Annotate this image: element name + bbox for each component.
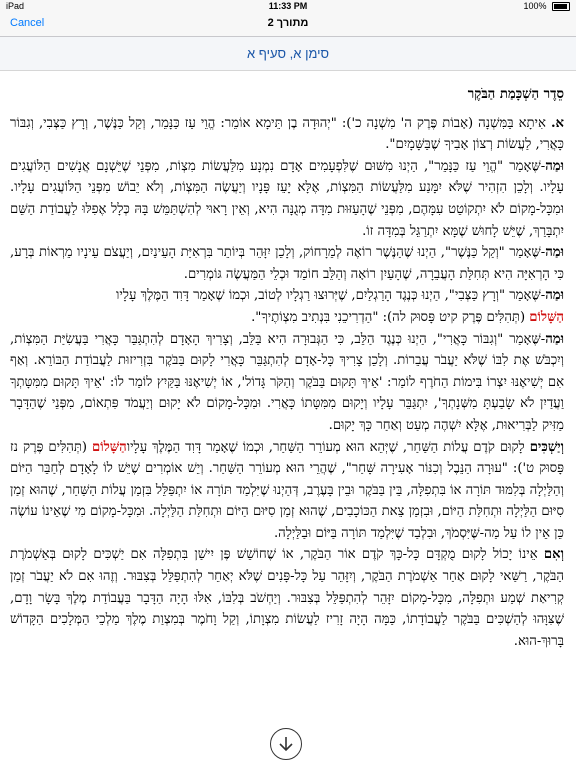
paragraph-1 bbox=[10, 113, 564, 156]
paragraph-text: אִיתָא בַּמִּשְׁנָה (אָבוֹת פֶּרֶק ה' מִשְׁנָה כ'): "יְהוּדָה בֶן תֵּימָא אוֹמֵר: הֱוֵי עַז כַּנָּמֵר, וְקַל כַּנֶּשֶׁר, וְרָץ כַּצְּבִי, וְגִבּוֹר כָּאֲרִי, לַעֲשׂוֹת רְצוֹן אָבִיךָ שֶׁבַּשָּׁמָיִם". bbox=[10, 115, 564, 153]
content-heading: סֵדֶר הַשְׁכָּמַת הַבֹּקֶר bbox=[467, 87, 564, 102]
paragraph-2 bbox=[10, 156, 564, 242]
paragraph-7 bbox=[10, 544, 564, 652]
cancel-button[interactable]: Cancel bbox=[10, 17, 45, 29]
text-content[interactable] bbox=[10, 84, 564, 726]
status-time: 11:33 PM bbox=[268, 1, 308, 11]
nav-title: מתורך 2 bbox=[267, 17, 309, 29]
paragraph-text: (תְּהִלִּים פֶּרֶק קיט פָּסוּק לה): "הַדְרִיכֵנִי בִּנְתִיב מִצְוֹתֶיךָ". bbox=[251, 309, 530, 325]
paragraph-text: -שֶּׁאָמַר "הֱוֵי עַז כַּנָּמֵר", הַיְנוּ מִשּׁוּם שֶׁלִּפְעָמִים אָדָם נִמְנָע מִלַּעֲשׂוֹת מִצְוֹת, מִפְּנֵי שֶׁיֵּשְׁנָם אֲנָשִׁים הַלּוֹעֲגִים עָלָיו. וְלָכֵן הִזְהִיר שֶׁלֹּא יִמָּנַע מִלַּעֲשׂוֹת הַמִּצְוֹת, אֶלָּא יָעֵז פָּנָיו וְיַעֲשֶׂה הַמִּצְוֹת, וְלֹא יֵבוֹשׁ מִפְּנֵי הַלּוֹעֲגִים עָלָיו. וּמִכָּל-מָקוֹם לֹא יִתְקוֹטֵט עִמָּהֶם, מִפְּנֵי שֶׁהָעַזּוּת מִדָּה מְגֻנָּה הִיא, וְאֵין רָאוּי לְהִשְׁתַּמֵּשׁ בָּהּ כְּלָל אֶפִלּוּ לַעֲבוֹדַת הַשֵּׁם יִתְבָּרַךְ, שֶׁיֵּשׁ לָחוּשׁ שֶׁמָּא יִתְרַגֵּל בְּמִדָּה זוֹ. bbox=[10, 158, 564, 239]
paragraph-text: -שֶּׁאָמַר "וְרָץ כַּצְּבִי", הַיְנוּ כְּנֶגֶד הָרַגְלַיִם, שֶׁיְּרוּצוּ רַגְלָיו לְטוֹב, וּכְמוֹ שֶׁאָמַר דָּוִד הַמֶּלֶךְ עָלָיו bbox=[115, 288, 546, 304]
paragraph-text: לָקוּם קֹדֶם עֲלוֹת הַשַּׁחַר, שֶׁיְּהֵא הוּא מְעוֹרֵר הַשַּׁחַר, וּכְמוֹ שֶׁאָמַר דָּוִד הַמֶּלֶךְ עָלָיו bbox=[126, 439, 530, 455]
arrow-down-circle-icon bbox=[278, 735, 294, 753]
paragraph-5 bbox=[10, 329, 564, 437]
paragraph-lead: וּמַה bbox=[545, 158, 564, 174]
paragraph-4 bbox=[10, 285, 564, 328]
paragraph-text: -שֶּׁאָמַר "וְקַל כַּנֶּשֶׁר", הַיְנוּ שֶׁהַנֶּשֶׁר רוֹאֶה לְמֵרָחוֹק, וְלָכֵן יִזָּהֵר בְּיוֹתֵר בִּרְאִיַּת הָעֵינַיִם, וְיַעֲצֹם עֵינָיו מֵרְאוֹת בְּרָע, כִּי הָרְאִיָּה הִיא תְּחִלַּת הָעֲבֵרָה, שֶׁהָעַיִן רוֹאָה וְהַלֵּב חוֹמֵד וּכְלֵי הַמַּעֲשֶׂה גּוֹמְרִים. bbox=[10, 245, 564, 282]
paragraph-lead: וּמַה bbox=[545, 331, 564, 347]
highlighted-word: הַשָּׁלוֹם bbox=[529, 309, 564, 325]
battery-percent: 100% bbox=[523, 1, 547, 11]
paragraph-lead: וְיַשְׁכִּים bbox=[529, 439, 564, 455]
scroll-down-button[interactable] bbox=[270, 728, 302, 760]
section-header: סימן א, סעיף א bbox=[0, 37, 576, 71]
paragraph-text: -שֶּׁאָמַר "וְגִבּוֹר כָּאֲרִי", הַיְנוּ כְּנֶגֶד הַלֵּב, כִּי הַגְּבוּרָה הִיא בַּלֵּב, וְצָרִיךְ הָאָדָם לְהִתְגַּבֵּר כָּאֲרִי בַּעֲשִׂיַּת הַמִּצְוֹת, וְיִכְבֹּשׁ אֶת לִבּוֹ שֶׁלֹּא יַעֲבֹר עֲבֵרוֹת. וְלָכֵן צָרִיךְ כָּל-אָדָם לְהִתְגַּבֵּר כָּאֲרִי לָקוּם בַּבֹּקֶר בִּזְרִיזוּת לַעֲבוֹדַת הַבּוֹרֵא. וְאַף אִם יְשִׁיאֶנּוּ יִצְרוֹ בִּימוֹת הַחֹרֶף לוֹמַר: 'אֵיךְ תָּקוּם בַּבֹּקֶר וְהַקֹּר גָּדוֹל', אוֹ יְשִׁיאֶנּוּ בַּקַּיִץ לוֹמַר לוֹ: 'אֵיךְ תָּקוּם מִמִּטָּתְךָ וַעֲדַיִן לֹא שָׂבַעְתָּ מִשְּׁנָתְךָ', יִתְגַּבֵּר עָלָיו וְיָקוּם מִמִּטָּתוֹ כָּאֲרִי. וּמִכָּל-מָקוֹם לֹא יָקוּם וְיַעֲמֹד פִּתְאוֹם, מִפְּנֵי שֶׁהַדָּבָר מַזִּיק לַבְּרִיאוּת, אֶלָּא יִשְׁהֶה מְעַט וְאַחַר כָּךְ יָקוּם. bbox=[10, 331, 564, 433]
paragraph-lead: וְאִם bbox=[543, 547, 564, 563]
status-bar bbox=[0, 0, 576, 12]
paragraph-6 bbox=[10, 437, 564, 545]
carrier-label: iPad bbox=[6, 1, 25, 11]
paragraph-text: אֵינוֹ יָכוֹל לָקוּם מֻקְדָּם כָּל-כָּךְ קֹדֶם אוֹר הַבֹּקֶר, אוֹ שֶׁחוֹשֵׁשׁ פֶּן יִישַׁן בִּתְפִלָּה אִם יַשְׁכִּים לָקוּם בְּאַשְׁמֹרֶת הַבֹּקֶר, רַשַּׁאי לָקוּם אַחַר אַשְׁמֹרֶת הַבֹּקֶר, וְיִזָּהֵר עַל כָּל-פָּנִים שֶׁלֹּא יְאַחֵר לְהִתְפַּלֵּל בְּצִבּוּר. וְזֶהוּ אִם לֹא יַעֲבֹר זְמַן קְרִיאַת שְׁמַע וּתְפִלָּה, מִכָּל-מָקוֹם יִזָּהֵר לְהִתְפַּלֵּל בְּצִבּוּר. וְיַחְשֹׁב בְּלִבּוֹ, אִלּוּ הָיָה הַדָּבָר בַּעֲבוֹדַת מֶלֶךְ בָּשָׂר וָדָם, שֶׁצִּוָּהוּ לְהַשְׁכִּים בַּבֹּקֶר לַעֲבוֹדָתוֹ, כַּמָּה הָיָה זָרִיז לַעֲשׂוֹת מִצְוָתוֹ, וְקַל וָחֹמֶר בְּמִצְוַת מֶלֶךְ מַלְכֵי הַמְּלָכִים הַקָּדוֹשׁ בָּרוּךְ-הוּא. bbox=[10, 547, 564, 649]
battery-icon bbox=[552, 2, 570, 11]
paragraph-lead: וּמַה bbox=[545, 288, 564, 304]
highlighted-word: הַשָּׁלוֹם bbox=[92, 439, 127, 455]
paragraph-3 bbox=[10, 242, 564, 285]
navigation-bar bbox=[0, 12, 576, 37]
paragraph-lead: וּמַה bbox=[545, 245, 564, 261]
paragraph-text: (תְּהִלִּים פֶּרֶק נז פָּסוּק ט'): "עוּרָה הַנֵּבֶל וְכִנּוֹר אָעִירָה שָּׁחַר", שֶׁהֲרֵי הוּא מְעוֹרֵר הַשַּׁחַר. וְיֵשׁ אוֹמְרִים שֶׁיֵּשׁ לוֹ לָאָדָם לְחַבֵּר הַיּוֹם וְהַלַּיְלָה בְּלִמּוּד תּוֹרָה אוֹ בִּתְפִלָּה, בֵּין בַּבֹּקֶר וּבֵין בָּעֶרֶב, דְּהַיְנוּ שֶׁיִּלְמַד תּוֹרָה אוֹ יִתְפַּלֵּל בִּזְמַן עֲלוֹת הַשַּׁחַר, שֶׁהוּא זְמַן סִיּוּם הַלַּיְלָה וּתְחִלַּת הַיּוֹם, וּבִזְמַן צֵאת הַכּוֹכָבִים, שֶׁהוּא זְמַן סִיּוּם הַיּוֹם וּתְחִלַּת הַלַּיְלָה. וּמִכָּל-מָקוֹם מִי שֶׁאֵינוֹ עוֹשֶׂה כֵּן אֵין לוֹ עַל מַה-שֶּׁיִּסְמֹךְ, וּבִלְבַד שֶׁיִּלְמַד תּוֹרָה בַּיּוֹם וּבַלַּיְלָה. bbox=[10, 439, 564, 541]
paragraph-lead: א. bbox=[550, 115, 564, 131]
battery-indicator bbox=[523, 1, 570, 11]
